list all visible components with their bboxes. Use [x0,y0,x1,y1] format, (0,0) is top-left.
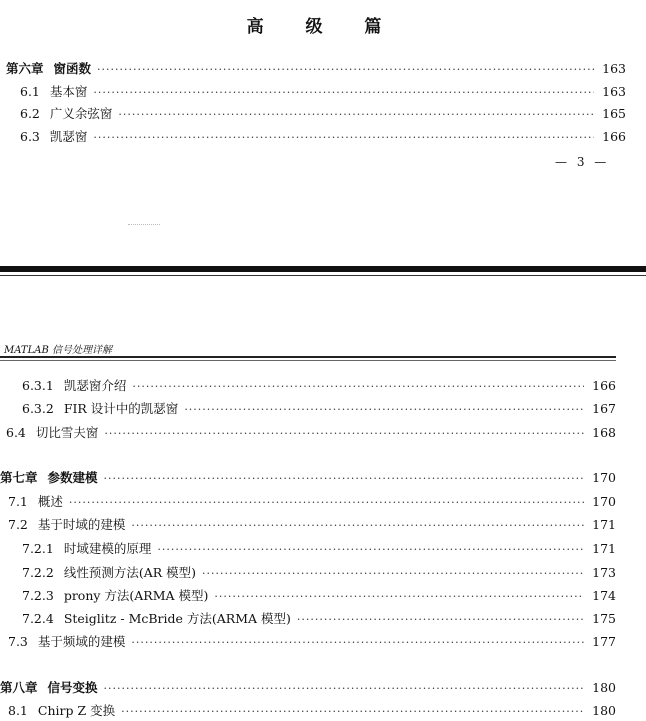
dot-leader [93,129,594,147]
dot-leader [118,106,594,124]
toc-number: 第六章 [6,61,44,76]
toc-number: 7.2.3 [22,588,54,603]
toc-title: 时域建模的原理 [63,541,152,556]
toc-page: 166 [592,378,616,393]
dot-leader [104,470,584,488]
toc-number: 7.2.2 [22,565,54,580]
toc-title: 基本窗 [49,84,88,99]
toc-page: 177 [592,634,616,649]
toc-title: 凯瑟窗介绍 [63,378,127,393]
toc-entry-7-3 [8,633,616,652]
dot-leader [121,703,584,721]
toc-number: 6.3.1 [22,378,54,393]
toc-page: 171 [592,517,616,532]
section-title: 高 级 篇 [246,17,400,37]
toc-entry-7-2-1 [22,540,616,559]
toc-number: 第八章 [0,680,38,695]
toc-entry-6-1 [20,83,626,102]
header-rule-thin [0,360,616,361]
page-divider-thick [0,266,646,272]
toc-title: 概述 [37,494,63,509]
dot-leader [132,378,584,396]
toc-page: 174 [592,588,616,603]
toc-number: 第七章 [0,470,38,485]
toc-page: 180 [592,703,616,718]
toc-number: 6.3.2 [22,401,54,416]
dot-leader [93,84,594,102]
toc-number: 7.2.1 [22,541,54,556]
toc-page: 171 [592,541,616,556]
toc-entry-7-2-4 [22,610,616,629]
toc-title: 线性预测方法(AR 模型) [63,565,196,580]
toc-page: 170 [592,494,616,509]
toc-number: 7.2.4 [22,611,54,626]
toc-number: 7.2 [8,517,28,532]
dot-leader [184,401,584,419]
toc-title: 广义余弦窗 [49,106,113,121]
dot-leader [131,634,584,652]
scan-smudge [128,224,160,227]
dot-leader [104,425,584,443]
dot-leader [131,517,584,535]
toc-entry-7-2-3 [22,587,616,606]
dot-leader [214,588,584,606]
toc-number: 6.4 [6,425,26,440]
toc-entry-6-4 [6,424,616,443]
page-divider-thin [0,275,646,276]
toc-title: Chirp Z 变换 [37,703,116,718]
dot-leader [104,680,584,698]
toc-page: 175 [592,611,616,626]
toc-entry-6-3-2 [22,400,616,419]
toc-title: 参数建模 [47,470,98,485]
toc-number: 6.3 [20,129,40,144]
toc-number: 6.2 [20,106,40,121]
running-header: MATLAB 信号处理详解 [4,345,112,356]
toc-entry-7-2 [8,516,616,535]
toc-title: 凯瑟窗 [49,129,88,144]
dot-leader [157,541,584,559]
toc-entry-6-2 [20,105,626,124]
top-page [0,0,646,265]
toc-page: 165 [602,106,626,121]
toc-number: 7.3 [8,634,28,649]
toc-page: 166 [602,129,626,144]
toc-title: 窗函数 [53,61,92,76]
toc-page: 170 [592,470,616,485]
dot-leader [97,61,594,79]
toc-title: 信号变换 [47,680,98,695]
toc-entry-7-2-2 [22,564,616,583]
toc-entry-chapter-6 [6,60,626,79]
toc-title: prony 方法(ARMA 模型) [63,588,209,603]
dot-leader [69,494,584,512]
dot-leader [297,611,584,629]
toc-number: 8.1 [8,703,28,718]
toc-title: 基于时域的建模 [37,517,126,532]
header-rule [0,356,616,358]
page-number-marker: — 3 — [555,155,610,169]
toc-entry-6-3-1 [22,377,616,396]
toc-title: Steiglitz - McBride 方法(ARMA 模型) [63,611,291,626]
toc-page: 163 [602,61,626,76]
toc-entry-8-1 [8,702,616,721]
toc-entry-chapter-8 [0,679,616,698]
toc-page: 180 [592,680,616,695]
toc-title: 基于频域的建模 [37,634,126,649]
toc-title: 切比雪夫窗 [35,425,99,440]
toc-page: 168 [592,425,616,440]
toc-number: 7.1 [8,494,28,509]
dot-leader [202,565,584,583]
toc-page: 167 [592,401,616,416]
toc-entry-7-1 [8,493,616,512]
toc-number: 6.1 [20,84,40,99]
toc-page: 163 [602,84,626,99]
toc-entry-chapter-7 [0,469,616,488]
toc-entry-6-3 [20,128,626,147]
toc-title: FIR 设计中的凯瑟窗 [63,401,179,416]
toc-page: 173 [592,565,616,580]
